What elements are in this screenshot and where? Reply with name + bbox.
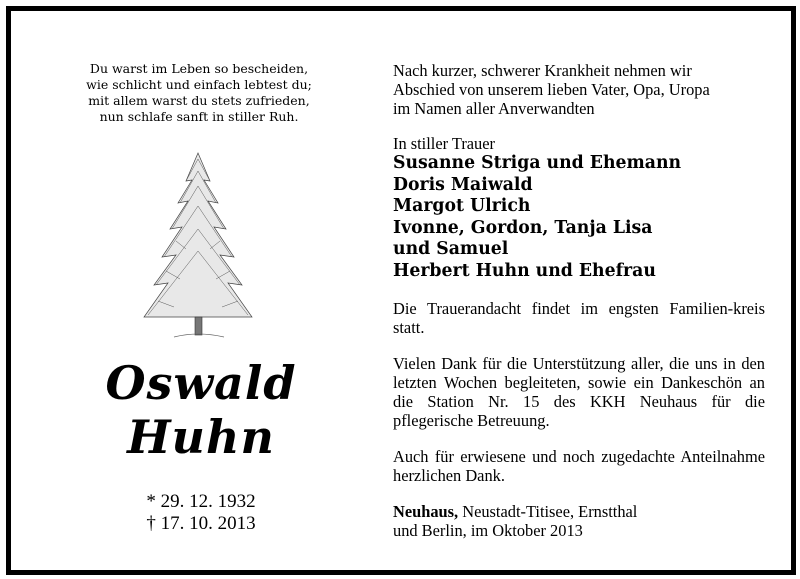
life-dates [91, 491, 311, 535]
mourner-name: Susanne Striga und Ehemann [393, 153, 682, 173]
mourner-name: Ivonne, Gordon, Tanja Lisa [393, 217, 653, 238]
intro-line: im Namen aller Anverwandten [393, 99, 595, 118]
birth-date: * 29. 12. 1932 [146, 491, 256, 512]
deceased-name [71, 356, 331, 464]
last-name: Huhn [127, 410, 275, 464]
mourning-label: In stiller Trauer [393, 134, 495, 153]
thanks-text: Vielen Dank für die Unterstützung aller, die uns in den letzten Wochen begleiteten, sowie ein Dankeschön an die Station Nr. 15 des KKH Neuhaus für die pflegerische Betreuung. [393, 354, 765, 430]
poem-line: wie schlicht und einfach lebtest du; [86, 77, 312, 92]
mourner-name: Margot Ulrich [393, 196, 531, 216]
fir-tree-icon [136, 151, 261, 341]
poem-line: nun schlafe sanft in stiller Ruh. [99, 109, 299, 124]
obituary-frame [6, 6, 796, 575]
poem-line: mit allem warst du stets zufrieden, [88, 93, 310, 108]
mourners-list [393, 153, 765, 282]
thanks-closing: Auch für erwiesene und noch zugedachte Anteilnahme herzlichen Dank. [393, 447, 765, 485]
place-date [393, 502, 765, 540]
mourner-name: Doris Maiwald [393, 174, 533, 195]
announcement-text [393, 61, 765, 540]
place-line2: und Berlin, im Oktober 2013 [393, 521, 583, 540]
mourner-name: und Samuel [393, 239, 509, 259]
intro-text [393, 61, 765, 118]
service-note: Die Trauerandacht findet im engsten Familien-kreis statt. [393, 299, 765, 337]
place-bold: Neuhaus, [393, 502, 459, 521]
first-name: Oswald [105, 356, 297, 410]
memorial-poem [69, 61, 329, 125]
place-rest: Neustadt-Titisee, Ernstthal [458, 502, 638, 521]
intro-line: Nach kurzer, schwerer Krankheit nehmen wir [393, 61, 692, 80]
mourner-name: Herbert Huhn und Ehefrau [393, 260, 656, 281]
intro-line: Abschied von unserem lieben Vater, Opa, Uropa [393, 80, 710, 99]
poem-line: Du warst im Leben so bescheiden, [89, 61, 309, 76]
death-date: † 17. 10. 2013 [146, 513, 256, 534]
